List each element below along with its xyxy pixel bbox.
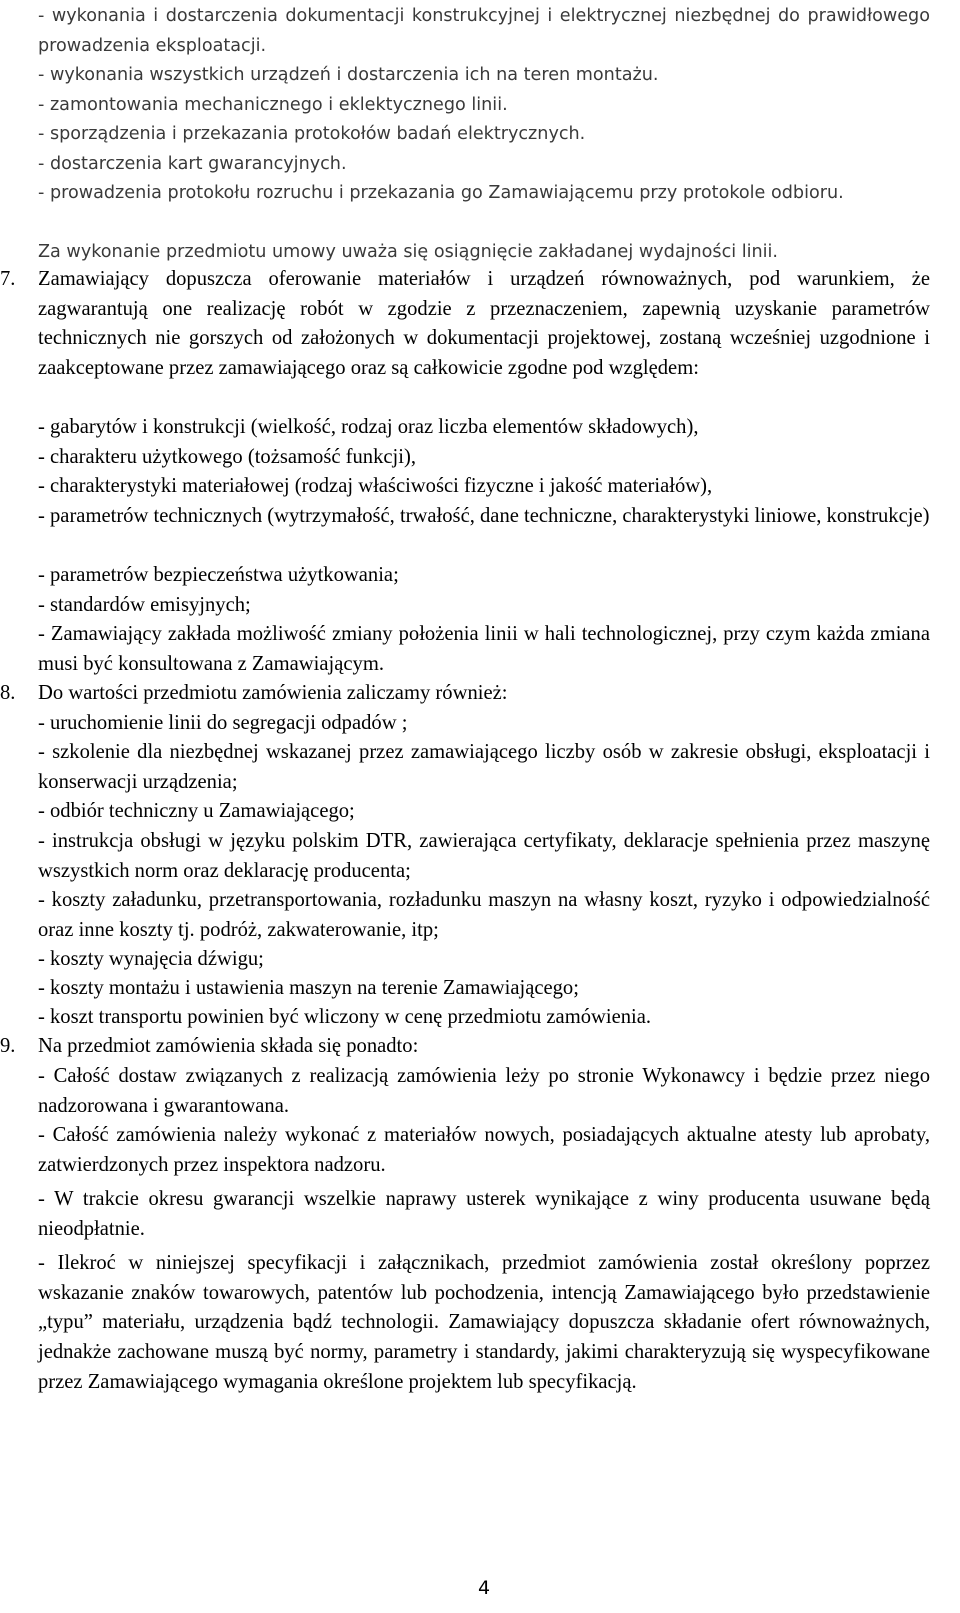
list-item: - koszty montażu i ustawienia maszyn na terenie Zamawiającego; <box>38 977 579 999</box>
list-item: - odbiór techniczny u Zamawiającego; <box>38 800 355 822</box>
section-number: 8. <box>0 682 16 704</box>
list-item: - szkolenie dla niezbędnej wskazanej przez zamawiającego liczby osób w zakresie obsługi, eksploatacji i konserwacji urządzenia; <box>38 741 930 793</box>
list-item: - parametrów technicznych (wytrzymałość, trwałość, dane techniczne, charakterystyki liniowe, konstrukcje) <box>38 505 930 527</box>
continuation-item: - dostarczenia kart gwarancyjnych. <box>38 154 347 174</box>
list-item: - Całość zamówienia należy wykonać z materiałów nowych, posiadających aktualne atesty lub aprobaty, zatwierdzonych przez inspektora nadzoru. <box>38 1124 930 1176</box>
section-number: 9. <box>0 1035 16 1057</box>
list-item: - uruchomienie linii do segregacji odpadów ; <box>38 712 408 734</box>
list-item: - charakteru użytkowego (tożsamość funkcji), <box>38 446 416 468</box>
list-item: - charakterystyki materiałowej (rodzaj właściwości fizyczne i jakość materiałów), <box>38 475 713 497</box>
continuation-item: - zamontowania mechanicznego i eklektycznego linii. <box>38 95 508 115</box>
continuation-item: - wykonania i dostarczenia dokumentacji konstrukcyjnej i elektrycznej niezbędnej do prawidłowego prowadzenia eksploatacji. <box>38 6 930 56</box>
section-7-intro: Zamawiający dopuszcza oferowanie materiałów i urządzeń równoważnych, pod warunkiem, że zagwarantują one realizację robót w zgodzie z przeznaczeniem, zapewnią uzyskanie parametrów technicznych nie gorszych od założonych w dokumentacji projektowej, zostaną wcześniej uzgodnione i zaakceptowane przez zamawiającego oraz są całkowicie zgodne pod względem: <box>38 268 930 380</box>
continuation-item: - wykonania wszystkich urządzeń i dostarczenia ich na teren montażu. <box>38 65 659 85</box>
list-item: - Ilekroć w niniejszej specyfikacji i załącznikach, przedmiot zamówienia został określony poprzez wskazanie znaków towarowych, patentów lub pochodzenia, intencją Zamawiającego było przedstawienie „typu” materiału, urządzenia bądź technologii. Zamawiający dopuszcza składanie ofert równoważnych, jednakże zachowane muszą być normy, parametry i standardy, jakimi charakteryzują się wyspecyfikowane przez Zamawiającego wymagania określone projektem lub specyfikacją. <box>38 1252 930 1393</box>
list-item: - koszty załadunku, przetransportowania, rozładunku maszyn na własny koszt, ryzyko i odpowiedzialność oraz inne koszty tj. podróż, zakwaterowanie, itp; <box>38 889 930 941</box>
list-item: - Zamawiający zakłada możliwość zmiany położenia linii w hali technologicznej, przy czym każda zmiana musi być konsultowana z Zamawiającym. <box>38 623 930 675</box>
continuation-summary: Za wykonanie przedmiotu umowy uważa się osiągnięcie zakładanej wydajności linii. <box>38 242 779 262</box>
list-item: - instrukcja obsługi w języku polskim DTR, zawierająca certyfikaty, deklaracje spełnienia przez maszynę wszystkich norm oraz deklarację producenta; <box>38 830 930 882</box>
section-8-intro: Do wartości przedmiotu zamówienia zaliczamy również: <box>38 682 508 704</box>
page-number: 4 <box>477 1577 491 1599</box>
list-item: - standardów emisyjnych; <box>38 594 251 616</box>
section-9-intro: Na przedmiot zamówienia składa się ponadto: <box>38 1035 419 1057</box>
list-item: - koszt transportu powinien być wliczony w cenę przedmiotu zamówienia. <box>38 1006 652 1028</box>
list-item: - parametrów bezpieczeństwa użytkowania; <box>38 564 399 586</box>
list-item: - koszty wynajęcia dźwigu; <box>38 948 264 970</box>
section-number: 7. <box>0 268 16 290</box>
list-item: - Całość dostaw związanych z realizacją zamówienia leży po stronie Wykonawcy i będzie przez niego nadzorowana i gwarantowana. <box>38 1065 930 1117</box>
list-item: - gabarytów i konstrukcji (wielkość, rodzaj oraz liczba elementów składowych), <box>38 416 699 438</box>
continuation-item: - sporządzenia i przekazania protokołów badań elektrycznych. <box>38 124 586 144</box>
list-item: - W trakcie okresu gwarancji wszelkie naprawy usterek wynikające z winy producenta usuwane będą nieodpłatnie. <box>38 1188 930 1240</box>
continuation-item: - prowadzenia protokołu rozruchu i przekazania go Zamawiającemu przy protokole odbioru. <box>38 183 844 203</box>
